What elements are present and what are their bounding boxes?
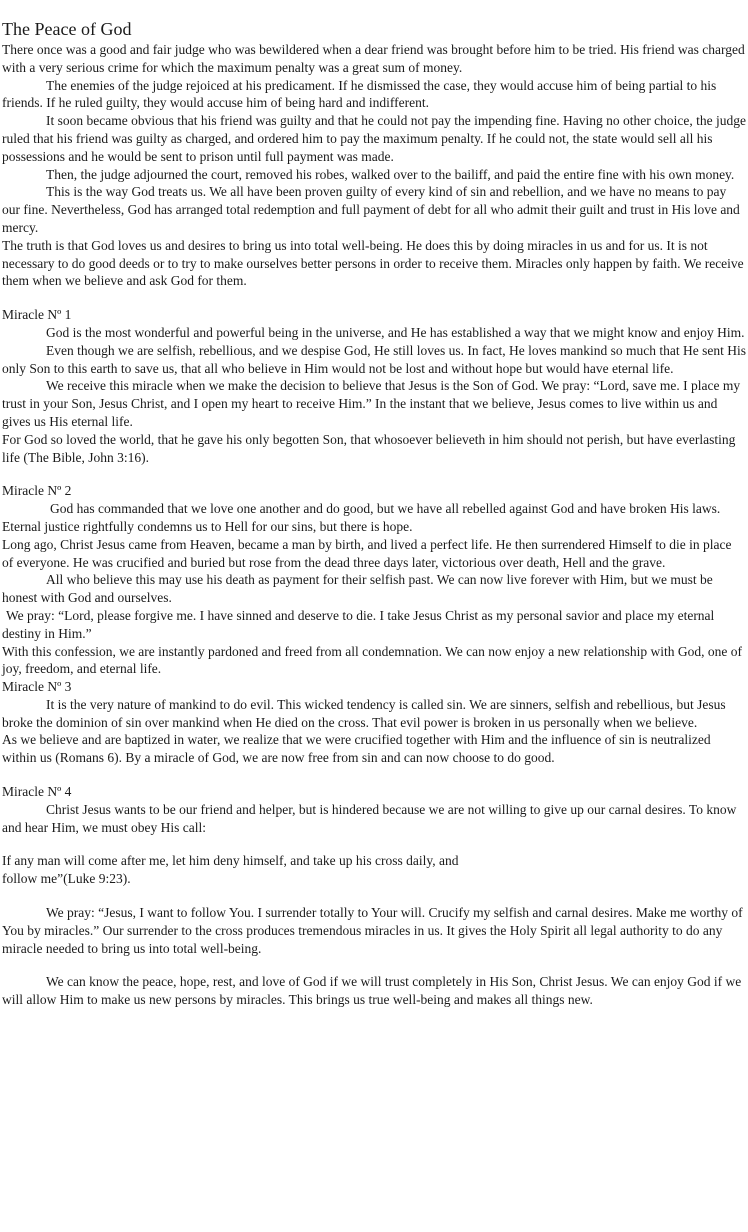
spacer [2,466,746,482]
intro-paragraph-4: Then, the judge adjourned the court, removed his robes, walked over to the bailiff, and paid the entire fine with his own money. [46,166,735,182]
document-title: The Peace of God [2,19,132,39]
miracle-3-paragraph: As we believe and are baptized in water, we realize that we were crucified together with Him and the influence of sin is neutralized within us (Romans 6). By a miracle of God, we are now free from sin and can now choose to do good. [2,732,711,766]
spacer [2,767,746,783]
miracle-4-prayer: We pray: “Jesus, I want to follow You. I surrender totally to Your will. Crucify my selfish and carnal desires. Make me worthy of You by miracles.” Our surrender to the cross produces tremendous miracles in us. It gives the Holy Spirit all legal authority to do any miracle needed to bring us into total well-being. [2,905,743,956]
miracle-2-section [2,482,746,678]
miracle-1-paragraph: God is the most wonderful and powerful being in the universe, and He has established a way that we might know and enjoy Him. [46,324,745,340]
intro-paragraph-6: The truth is that God loves us and desires to bring us into total well-being. He does this by doing miracles in us and for us. It is not necessary to do good deeds or to try to make ourselves better persons in order to receive them. Miracles only happen by faith. We receive them when we believe and ask God for them. [2,237,744,289]
miracle-3-section [2,678,746,767]
miracle-1-section [2,306,746,466]
miracle-4-section [2,783,746,1009]
miracle-2-paragraph: God has commanded that we love one another and do good, but we have all rebelled against God and have broken His laws. Eternal justice rightfully condemns us to Hell for our sins, but there is hope. [2,501,721,534]
miracle-3-paragraph: It is the very nature of mankind to do evil. This wicked tendency is called sin. We are sinners, selfish and rebellious, but Jesus broke the dominion of sin over mankind when He died on the cross. That evil power is broken in us personally when we believe. [2,696,726,730]
miracle-4-scripture-line-2: follow me”(Luke 9:23). [2,871,131,887]
intro-paragraph-1: There once was a good and fair judge who was bewildered when a dear friend was brought before him to be tried. His friend was charged with a very serious crime for which the maximum penalty was a great sum of money. [2,42,745,75]
miracle-2-prayer: We pray: “Lord, please forgive me. I have sinned and deserve to die. I take Jesus Christ as my personal savior and place my eternal destiny in Him.” [2,607,715,641]
intro-paragraph-2: The enemies of the judge rejoiced at his predicament. If he dismissed the case, they would accuse him of being partial to his friends. If he ruled guilty, they would accuse him of being hard and indifferent. [2,77,717,111]
intro-paragraph-3: It soon became obvious that his friend was guilty and that he could not pay the impending fine. Having no other choice, the judge ruled that his friend was guilty as charged, and ordered him to pay the maximum penalty. If he could not, the state would sell all his possessions and he would be sent to prison until full payment was made. [2,113,746,164]
miracle-4-paragraph: Christ Jesus wants to be our friend and helper, but is hindered because we are not willing to give up our carnal desires. To know and hear Him, we must obey His call: [2,801,737,835]
miracle-2-paragraph: With this confession, we are instantly pardoned and freed from all condemnation. We can now enjoy a new relationship with God, one of joy, freedom, and eternal life. [2,643,743,677]
spacer [2,957,746,973]
spacer [2,836,746,852]
miracle-1-paragraph: We receive this miracle when we make the decision to believe that Jesus is the Son of God. We pray: “Lord, save me. I place my trust in your Son, Jesus Christ, and I open my heart to receive Him.” In the instant that we believe, Jesus comes to live within us and gives us His eternal life. [2,378,741,429]
spacer [2,290,746,306]
miracle-4-heading: Miracle Nº 4 [2,784,72,800]
intro-paragraph-5: This is the way God treats us. We all have been proven guilty of every kind of sin and rebellion, and we have no means to pay our fine. Nevertheless, God has arranged total redemption and full payment of debt for all who admit their guilt and trust in His love and mercy. [2,184,740,235]
miracle-1-scripture: For God so loved the world, that he gave his only begotten Son, that whosoever believeth in him should not perish, but have everlasting life (The Bible, John 3:16). [2,431,736,465]
spacer [2,888,746,904]
miracle-1-heading: Miracle Nº 1 [2,307,72,323]
miracle-2-paragraph: Long ago, Christ Jesus came from Heaven, became a man by birth, and lived a perfect life. He then surrendered Himself to die in place of everyone. He was crucified and buried but rose from the dead three days later, victorious over death, Hell and the grave. [2,536,732,570]
miracle-2-paragraph: All who believe this may use his death as payment for their selfish past. We can now live forever with Him, but we must be honest with God and ourselves. [2,572,713,606]
miracle-4-scripture-line-1: If any man will come after me, let him deny himself, and take up his cross daily, and [2,853,459,869]
miracle-3-heading: Miracle Nº 3 [2,679,72,695]
miracle-1-paragraph: Even though we are selfish, rebellious, and we despise God, He still loves us. In fact, He loves mankind so much that He sent His only Son to this earth to save us, that all who believe in Him would not be lost and without hope but would have eternal life. [2,342,746,376]
miracle-4-closing: We can know the peace, hope, rest, and love of God if we will trust completely in His Son, Christ Jesus. We can enjoy God if we will allow Him to make us new persons by miracles. This brings us true well-being and makes all things new. [2,974,742,1008]
miracle-2-heading: Miracle Nº 2 [2,483,72,499]
